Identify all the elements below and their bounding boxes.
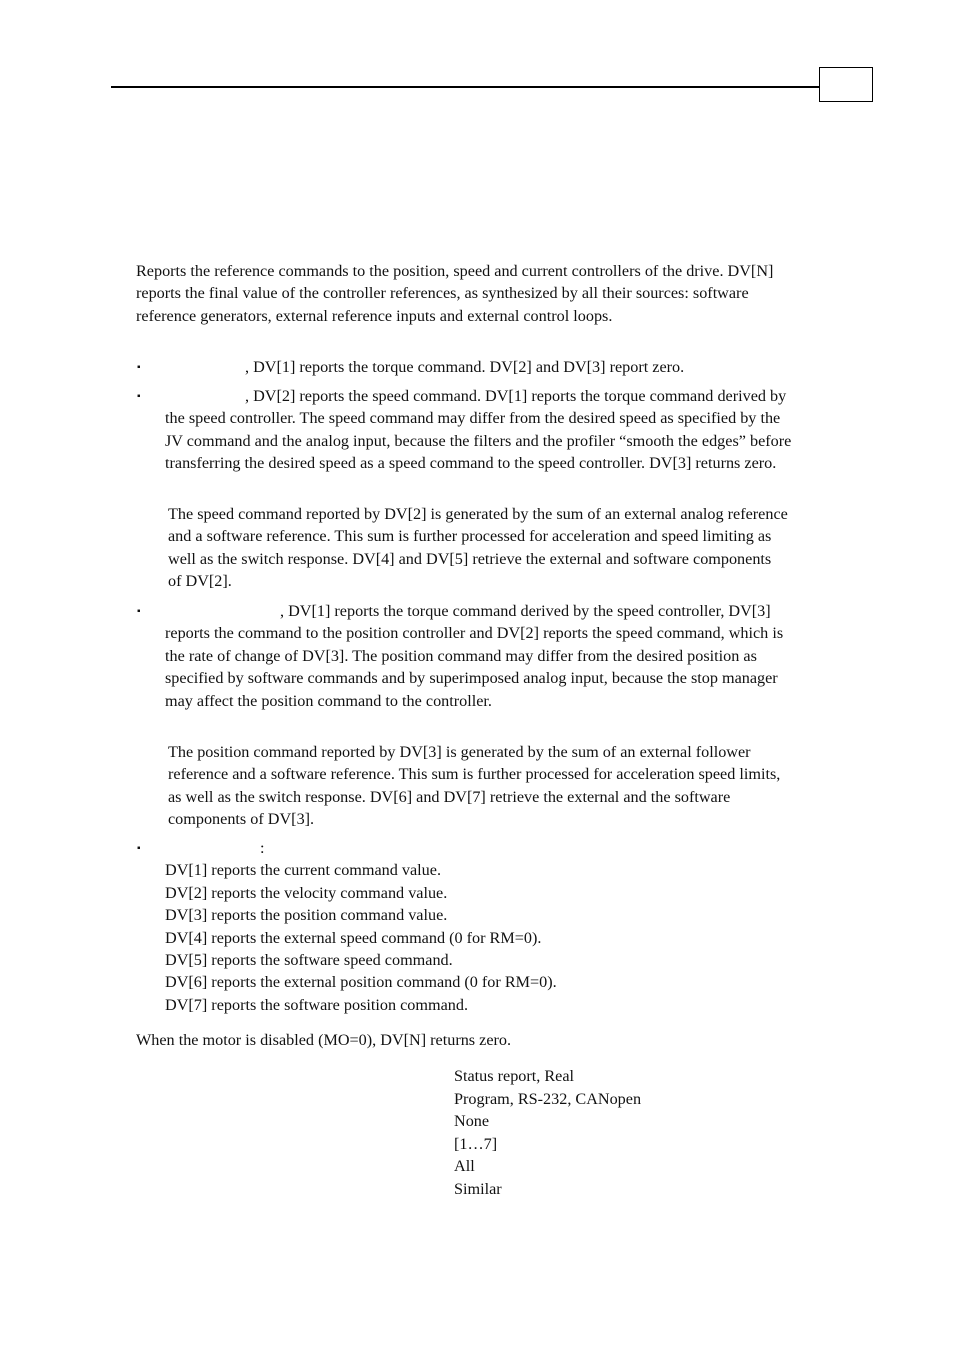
attribute-index-range: [1…7] bbox=[454, 1134, 498, 1153]
speed-command-note: The speed command reported by DV[2] is generated by the sum of an external analog reference and a software reference. This sum is further processed for acceleration and speed limiting as well as the switch response. DV[4] and DV[5] retrieve the external and software components of DV[2]. bbox=[168, 505, 788, 591]
bullet-torque-mode bbox=[165, 356, 795, 378]
header-rule bbox=[111, 86, 820, 88]
page-number-box bbox=[819, 67, 873, 102]
list-item: DV[2] reports the velocity command value. bbox=[165, 883, 448, 902]
intro-paragraph: Reports the reference commands to the position, speed and current controllers of the drive. DV[N] reports the final value of the controller references, as synthesized by all their sources: software reference generators, external reference inputs and external control loops. bbox=[136, 262, 774, 325]
list-item: DV[1] reports the current command value. bbox=[165, 861, 441, 880]
position-command-note: The position command reported by DV[3] is generated by the sum of an external follower reference and a software reference. This sum is further processed for acceleration speed limits, as well as the switch response. DV[6] and DV[7] retrieve the external and the software components of DV[3]. bbox=[168, 743, 781, 829]
bullet-marker: ▪ bbox=[137, 606, 141, 617]
bullet-speed-mode bbox=[165, 385, 795, 475]
attribute-restrictions: None bbox=[454, 1112, 490, 1131]
attribute-unit-modes: All bbox=[454, 1157, 475, 1176]
motor-disabled-note: When the motor is disabled (MO=0), DV[N] returns zero. bbox=[136, 1031, 512, 1049]
bullet-speed-text: , DV[2] reports the speed command. DV[1] reports the torque command derived by the speed controller. The speed command may differ from the desired speed as specified by the JV command and the analog input, because the filters and the profiler “smooth the edges” before transferring the desired speed as a speed command to the speed controller. DV[3] returns zero. bbox=[165, 387, 792, 473]
bullet-position-text: , DV[1] reports the torque command derived by the speed controller, DV[3] reports the command to the position controller and DV[2] reports the speed command, which is the rate of change of DV[3]. The position command may differ from the desired position as specified by software commands and by superimposed analog input, because the stop manager may affect the position command to the controller. bbox=[165, 602, 784, 710]
attribute-see: Similar bbox=[454, 1179, 502, 1198]
attribute-source: Program, RS-232, CANopen bbox=[454, 1089, 642, 1108]
bullet-marker: ▪ bbox=[137, 362, 141, 373]
bullet-marker: ▪ bbox=[137, 391, 141, 402]
bullet-torque-text: , DV[1] reports the torque command. DV[2] and DV[3] report zero. bbox=[245, 358, 685, 376]
list-item: DV[4] reports the external speed command (0 for RM=0). bbox=[165, 928, 542, 947]
bullet-all-modes-colon: : bbox=[260, 839, 265, 857]
attribute-type: Status report, Real bbox=[454, 1067, 575, 1085]
bullet-position-mode bbox=[165, 600, 795, 712]
list-item: DV[3] reports the position command value. bbox=[165, 906, 448, 925]
list-item: DV[5] reports the software speed command. bbox=[165, 951, 453, 970]
bullet-all-modes bbox=[165, 837, 795, 1016]
list-item: DV[6] reports the external position command (0 for RM=0). bbox=[165, 973, 557, 992]
bullet-marker: ▪ bbox=[137, 843, 141, 854]
attribute-values bbox=[454, 1065, 754, 1201]
list-item: DV[7] reports the software position command. bbox=[165, 995, 468, 1014]
